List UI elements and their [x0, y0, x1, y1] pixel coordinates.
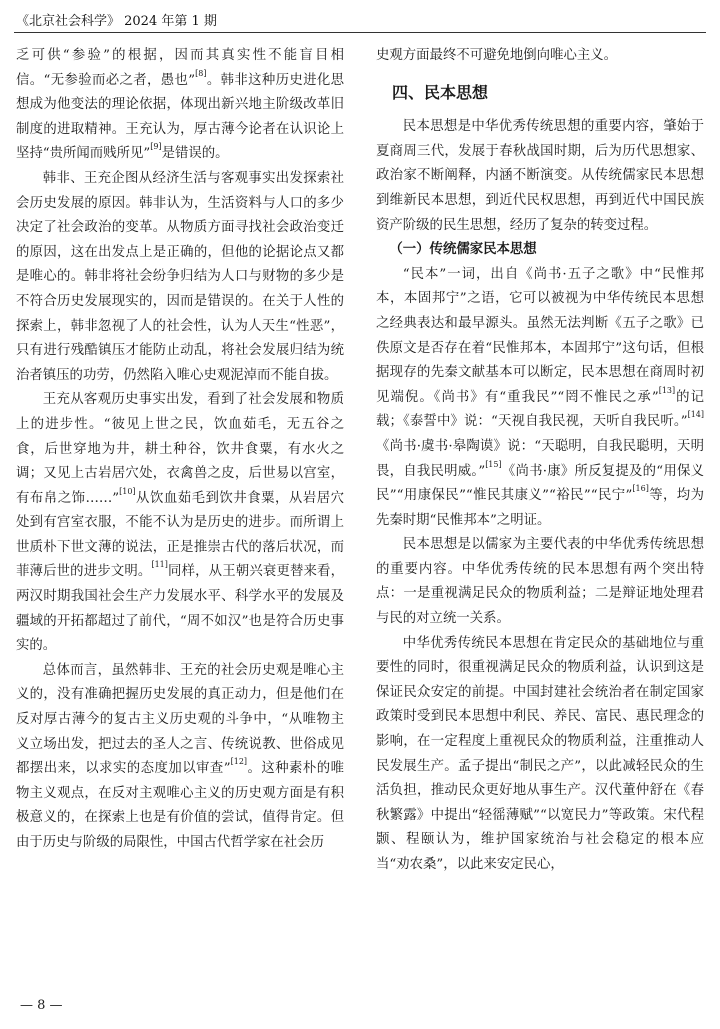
- paragraph: [16, 44, 344, 167]
- paragraph: [16, 388, 344, 659]
- right-column: [376, 44, 704, 878]
- section-title: 四、民本思想: [392, 82, 489, 102]
- citation-ref: [12]: [230, 757, 248, 767]
- text-run: 的记载；《泰誓中》说：“天视自我民视，天听自我民听。”: [376, 389, 705, 430]
- left-column: [16, 44, 344, 856]
- text-run: 《尚书·康》所反复提及的“用保义民”“用康保民”“惟民其康义”“裕民”“民宁”: [376, 463, 704, 504]
- text-run: 是错误的。: [161, 146, 229, 162]
- paragraph: 史观方面最终不可避免地倒向唯心主义。: [376, 48, 618, 63]
- paragraph: [16, 659, 344, 856]
- running-header: 《北京社会科学》 2024 年第 1 期: [16, 14, 217, 29]
- text-run: 。韩非这种历史进化思想成为他变法的理论依据，体现出新兴地主阶级改革旧制度的进取精神。王充认为，厚古薄今论者在认识论上坚持“贵所闻而贱所见”: [16, 72, 344, 162]
- paragraph: [376, 263, 704, 534]
- text-run: 。这种素朴的唯物主义观点，在反对主观唯心主义的历史观方面是有积极意义的，在探索上也是有价值的尝试，值得肯定。但由于历史与阶级的局限性，中国古代哲学家在社会历: [16, 761, 344, 850]
- citation-ref: [14]: [687, 410, 704, 420]
- text-run: 《尚书·虞书·皋陶谟》说：“天聪明，自我民聪明，天明畏，自我民明威。”: [376, 438, 704, 479]
- text-run: 总体而言，虽然韩非、王充的社会历史观是唯心主义的，没有准确把握历史发展的真正动力，但是他们在反对厚古薄今的复古主义历史观的斗争中，“从唯物主义立场出发，把过去的圣人之言、传统说教、世俗成见都摆出来，以求实的态度加以审查”: [16, 662, 344, 777]
- citation-ref: [10]: [119, 486, 136, 496]
- text-run: 乏可供“参验”的根据，因而其真实性不能盲目相信。“无参验而必之者，愚也”: [16, 48, 344, 88]
- text-run: 同样，从王朝兴衰更替来看，两汉时期我国社会生产力发展水平、科学水平的发展及疆域的开拓都超过了前代，“周不如汉”也是符合历史事实的。: [16, 564, 344, 654]
- citation-ref: [13]: [658, 385, 676, 395]
- subsection-title: （一）传统儒家民本思想: [389, 242, 537, 258]
- paragraph: 韩非、王充企图从经济生活与客观事实出发探索社会历史发展的原因。韩非认为，生活资料与人口的多少决定了社会政治的变革。从物质方面寻找社会政治变迁的原因，这在出发点上是正确的，但他的论据论点又都是唯心的。韩非将社会纷争归结为人口与财物的多少是不符合历史发展现实的，因而是错误的。在关于人性的探索上，韩非忽视了人的社会性，认为人天生“性恶”，只有进行残酷镇压才能防止动乱，将社会发展归结为统治者镇压的功劳，仍然陷入唯心史观泥淖而不能自拔。: [16, 170, 344, 383]
- citation-ref: [9]: [150, 142, 162, 152]
- text-run: 王充从客观历史事实出发，看到了社会发展和物质上的进步性。“彼见上世之民，饮血茹毛，无五谷之食，后世穿地为井，耕土种谷，饮井食粟，有水火之调；又见上古岩居穴处，衣禽兽之皮，后世易以宫室，有布帛之饰……”: [16, 392, 344, 506]
- citation-ref: [16]: [632, 484, 649, 494]
- header-rule: [14, 32, 706, 33]
- text-run: 从饮血茹毛到饮井食粟，从岩居穴处到有宫室衣服，不能不认为是历史的进步。而所谓上世质朴下世文薄的说法，正是推崇古代的落后状况，而菲薄后世的进步文明。: [16, 490, 344, 580]
- page-number: — 8 —: [20, 998, 63, 1013]
- paragraph: 中华优秀传统民本思想在肯定民众的基础地位与重要性的同时，很重视满足民众的物质利益，认识到这是保证民众安定的前提。中国封建社会统治者在制定国家政策时受到民本思想中利民、养民、富民、惠民理念的影响，在一定程度上重视民众的物质利益，注重推动人民发展生产。孟子提出“制民之产”，以此减轻民众的生活负担，推动民众更好地从事生产。汉代董仲舒在《春秋繁露》中提出“轻徭薄赋”“以宽民力”等政策。宋代程颢、程颐认为，维护国家统治与社会稳定的根本应当“劝农桑”，以此来安定民心，: [376, 635, 704, 872]
- text-run: “民本”一词，出自《尚书·五子之歌》中“民惟邦本，本固邦宁”之语，它可以被视为中华传统民本思想之经典表达和最早源头。虽然无法判断《五子之歌》已佚原文是否存在着“民惟邦本，本固邦宁”这句话，但根据现存的先秦文献基本可以断定，民本思想在商周时初见端倪。《尚书》有“重我民”“罔不惟民之承”: [376, 266, 704, 405]
- paragraph: 民本思想是中华优秀传统思想的重要内容，肇始于夏商周三代，发展于春秋战国时期，后为历代思想家、政治家不断阐释，内涵不断演变。从传统儒家民本思想到维新民本思想，到近代民权思想，再到近代中国民族资产阶级的民生思想，经历了复杂的转变过程。: [376, 119, 704, 233]
- paragraph: 民本思想是以儒家为主要代表的中华优秀传统思想的重要内容。中华优秀传统的民本思想有两个突出特点：一是重视满足民众的物质利益；二是辩证地处理君与民的对立统一关系。: [376, 537, 704, 627]
- text-run: 等，均为先秦时期“民惟邦本”之明证。: [376, 488, 704, 528]
- citation-ref: [11]: [151, 560, 168, 570]
- citation-ref: [8]: [195, 68, 207, 78]
- citation-ref: [15]: [485, 459, 502, 469]
